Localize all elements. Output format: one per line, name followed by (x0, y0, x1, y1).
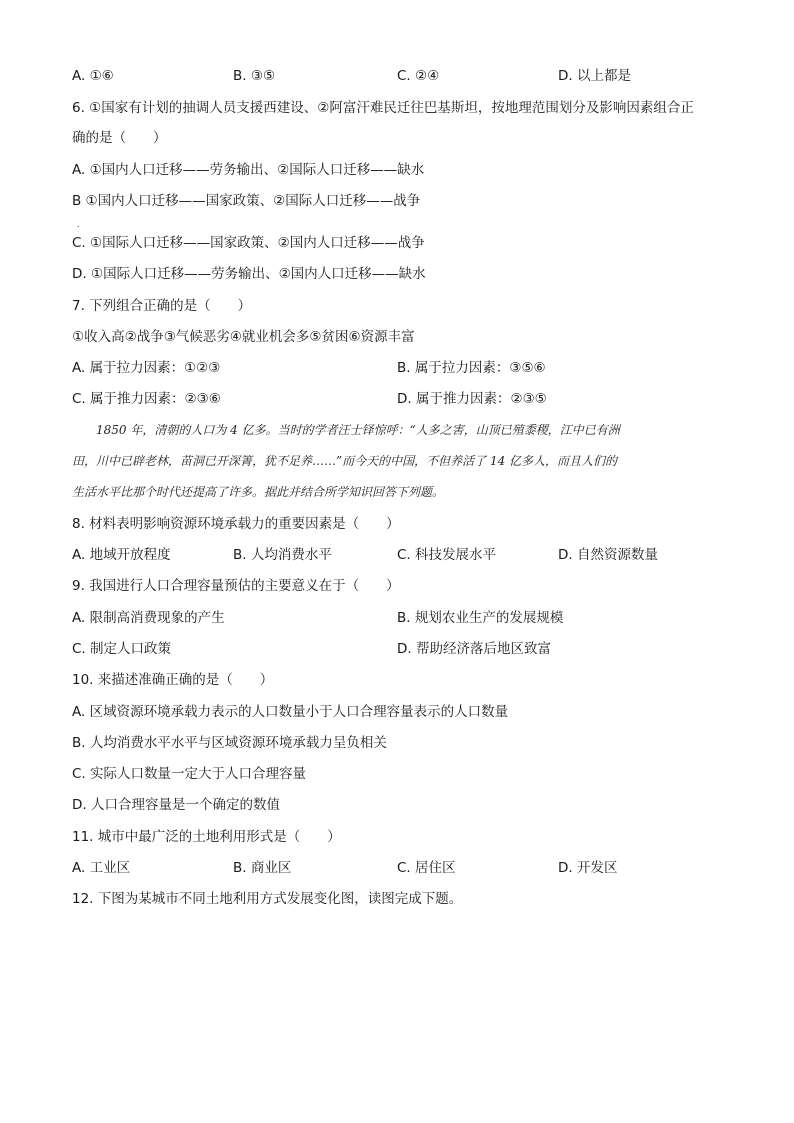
q9-option-c: C. 制定人口政策 (72, 641, 172, 657)
q8-option-c: C. 科技发展水平 (397, 547, 497, 563)
q10-option-c: C. 实际人口数量一定大于人口合理容量 (72, 766, 307, 782)
q7-option-c: C. 属于推力因素：②③⑥ (72, 391, 221, 407)
q8-option-b: B. 人均消费水平 (233, 547, 332, 563)
passage-line1: 1850 年，清朝的人口为 4 亿多。当时的学者汪士铎惊呼：“人多之害，山顶已殖黍稷，江中已有洲 (72, 423, 620, 437)
passage-line3: 生活水平比那个时代还提高了许多。据此并结合所学知识回答下列题。 (72, 485, 445, 499)
q5-option-c: C. ②④ (397, 68, 440, 84)
q6-option-b-dot: . (77, 220, 80, 229)
q8-option-d: D. 自然资源数量 (558, 547, 658, 563)
q9-option-b: B. 规划农业生产的发展规模 (397, 610, 564, 626)
q10-option-a: A. 区域资源环境承载力表示的人口数量小于人口合理容量表示的人口数量 (72, 704, 509, 720)
q7-factors: ①收入高②战争③气候恶劣④就业机会多⑤贫困⑥资源丰富 (72, 329, 415, 345)
q9-stem: 9. 我国进行人口合理容量预估的主要意义在于（ ） (72, 578, 400, 594)
q6-option-c: C. ①国际人口迁移——国家政策、②国内人口迁移——战争 (72, 235, 425, 251)
q11-stem: 11. 城市中最广泛的土地利用形式是（ ） (72, 829, 341, 845)
q6-option-d: D. ①国际人口迁移——劳务输出、②国内人口迁移——缺水 (72, 266, 426, 282)
q5-option-a: A. ①⑥ (72, 68, 114, 84)
q11-option-a: A. 工业区 (72, 860, 131, 876)
q11-option-d: D. 开发区 (558, 860, 618, 876)
q11-option-b: B. 商业区 (233, 860, 292, 876)
q7-option-d: D. 属于推力因素：②③⑤ (397, 391, 547, 407)
q5-option-d: D. 以上都是 (558, 68, 631, 84)
q6-stem-line2: 确的是（ ） (72, 130, 167, 146)
q11-option-c: C. 居住区 (397, 860, 456, 876)
q8-stem: 8. 材料表明影响资源环境承载力的重要因素是（ ） (72, 516, 400, 532)
q9-option-d: D. 帮助经济落后地区致富 (397, 641, 551, 657)
q7-option-b: B. 属于拉力因素：③⑤⑥ (397, 360, 546, 376)
q7-option-a: A. 属于拉力因素：①②③ (72, 360, 221, 376)
passage-line2: 田，川中已辟老林，苗洞已开深箐，犹不足养……”而今天的中国，不但养活了 14 亿多人，而且人们的 (72, 454, 618, 468)
q10-option-d: D. 人口合理容量是一个确定的数值 (72, 797, 280, 813)
q6-option-a: A. ①国内人口迁移——劳务输出、②国际人口迁移——缺水 (72, 162, 425, 178)
q7-stem: 7. 下列组合正确的是（ ） (72, 298, 252, 314)
q8-option-a: A. 地域开放程度 (72, 547, 171, 563)
q6-stem-line1: 6. ①国家有计划的抽调人员支援西建设、②阿富汗难民迁往巴基斯坦，按地理范围划分及影响因素组合正 (72, 100, 694, 116)
q10-stem: 10. 来描述准确正确的是（ ） (72, 672, 274, 688)
q12-stem: 12. 下图为某城市不同土地利用方式发展变化图，读图完成下题。 (72, 891, 463, 907)
q10-option-b: B. 人均消费水平水平与区域资源环境承载力呈负相关 (72, 735, 387, 751)
q5-option-b: B. ③⑤ (233, 68, 276, 84)
q6-option-b: B ①国内人口迁移——国家政策、②国际人口迁移——战争 (72, 193, 421, 209)
q9-option-a: A. 限制高消费现象的产生 (72, 610, 225, 626)
